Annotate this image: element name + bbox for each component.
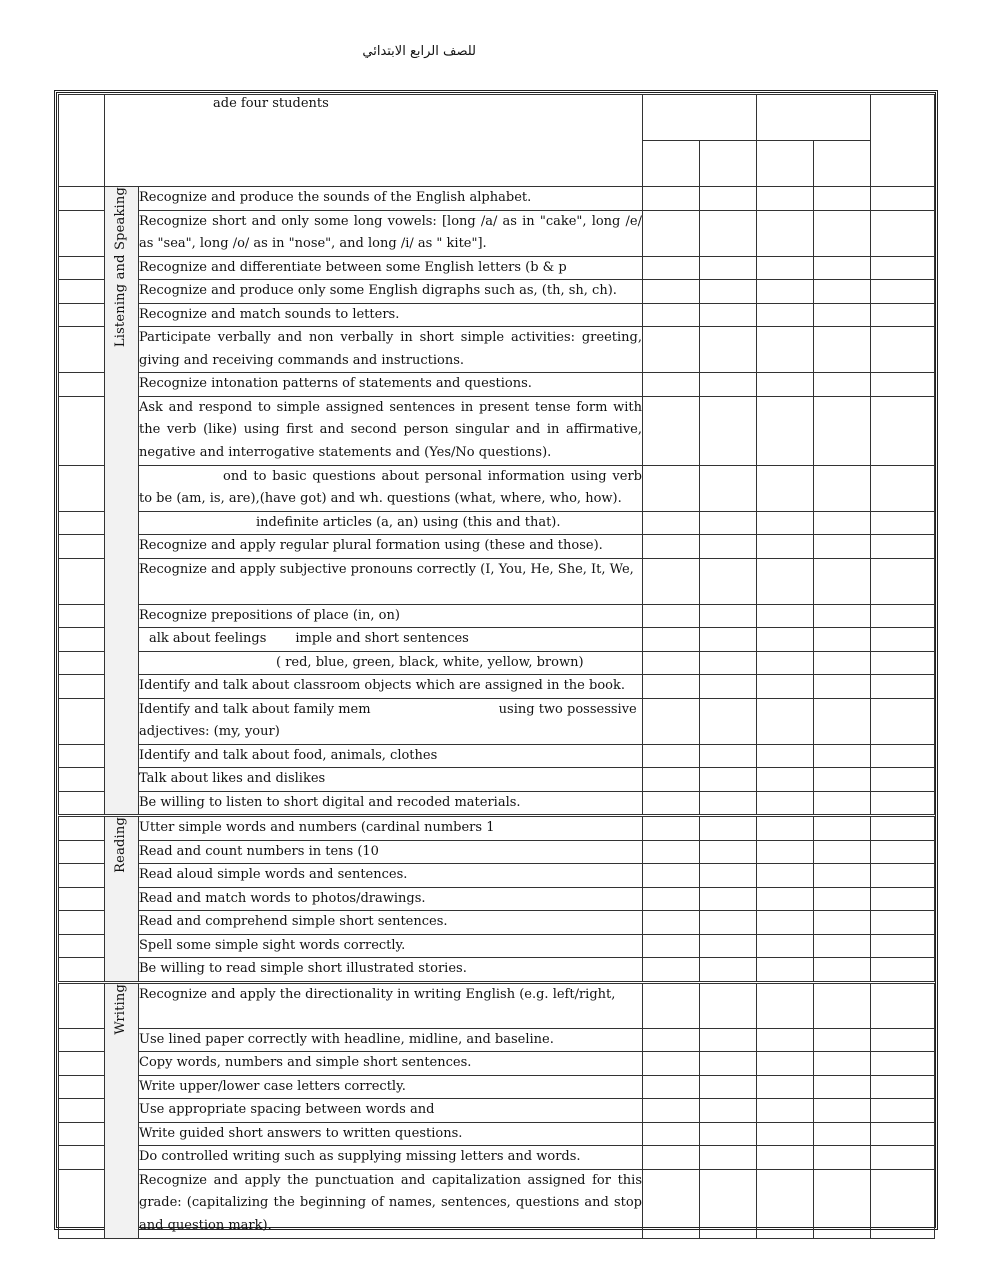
- skill-text: Use lined paper correctly with headline, midline, and baseline.: [139, 1031, 554, 1047]
- skill-text: Recognize intonation patterns of statements and questions.: [139, 376, 532, 391]
- skill-text: Write guided short answers to written questions.: [139, 1125, 463, 1141]
- table-row: [59, 675, 935, 699]
- table-row: [59, 1028, 935, 1052]
- header-group-2: [757, 95, 871, 141]
- skill-text: Identify and talk about food, animals, clothes: [139, 747, 438, 763]
- skill-text: Be willing to listen to short digital and recoded materials.: [139, 794, 521, 810]
- table-row: [59, 604, 935, 628]
- header-sub-3: [757, 141, 814, 187]
- table-row: [59, 911, 935, 935]
- skill-text: Do controlled writing such as supplying missing letters and words.: [139, 1149, 581, 1164]
- table-row: [59, 1052, 935, 1076]
- table-row: [59, 280, 935, 304]
- table-row: [59, 373, 935, 397]
- skill-text: Spell some simple sight words correctly.: [139, 937, 406, 953]
- table-row: [59, 465, 935, 511]
- table-row: [59, 934, 935, 958]
- table-row: [59, 303, 935, 327]
- table-row: [59, 744, 935, 768]
- table-row: [59, 982, 935, 1028]
- header-right-cell: [871, 95, 935, 187]
- section-label-listening: Listening and Speaking: [105, 187, 139, 816]
- skill-text: Identify and talk about family mem using two possessive adjectives: (my, your): [139, 701, 641, 739]
- table-row: [59, 396, 935, 465]
- table-row: [59, 768, 935, 792]
- section-label-reading: Reading: [105, 816, 139, 983]
- table-row: [59, 958, 935, 983]
- table-row: [59, 187, 935, 211]
- table-row: [59, 327, 935, 373]
- skill-text: Recognize prepositions of place (in, on): [139, 607, 400, 623]
- table-row: [59, 256, 935, 280]
- skill-text: Recognize and apply the directionality in writing English (e.g. left/right,: [139, 986, 616, 1002]
- skill-text: Participate verbally and non verbally in short simple activities: greeting, giving and receiving commands and instructions.: [139, 330, 642, 368]
- skill-text: Read aloud simple words and sentences.: [139, 867, 408, 882]
- skill-text: Recognize and apply subjective pronouns correctly (I, You, He, She, It, We,: [139, 561, 634, 577]
- table-row: [59, 887, 935, 911]
- page-title-arabic: للصف الرابع الابتدائي: [362, 44, 476, 59]
- table-row: [59, 651, 935, 675]
- table-row: [59, 535, 935, 559]
- skill-text: indefinite articles (a, an) using (this and that).: [256, 514, 561, 530]
- table-row: [59, 1169, 935, 1238]
- skill-text: Recognize and produce the sounds of the English alphabet.: [139, 190, 532, 205]
- table-row: [59, 558, 935, 604]
- skill-text: Ask and respond to simple assigned sentences in present tense form with the verb (like) using first and second person singular and in affirmative, negative and interrogative statements and (Yes/No questions).: [139, 399, 642, 460]
- skill-text: Read and comprehend simple short sentences.: [139, 914, 448, 929]
- skill-text: Utter simple words and numbers (cardinal numbers 1: [139, 820, 495, 835]
- table-row: [59, 816, 935, 841]
- header-sub-4: [814, 141, 871, 187]
- skill-text: Talk about likes and dislikes: [139, 771, 326, 786]
- header-sub-1: [643, 141, 700, 187]
- table-row: [59, 840, 935, 864]
- skill-text: Recognize short and only some long vowels: [long /a/ as in "cake", long /e/ as "sea", long /o/ as in "nose", and long /i/ as " kite"].: [139, 213, 642, 251]
- table-row: [59, 1122, 935, 1146]
- skill-text: ( red, blue, green, black, white, yellow, brown): [276, 654, 584, 670]
- skill-text: Recognize and apply regular plural formation using (these and those).: [139, 538, 603, 553]
- skill-text: Be willing to read simple short illustrated stories.: [139, 961, 467, 976]
- table-row: [59, 1075, 935, 1099]
- skill-text: Read and count numbers in tens (10: [139, 843, 379, 859]
- skill-text: Recognize and produce only some English digraphs such as, (th, sh, ch).: [139, 283, 617, 298]
- header-group-1: [643, 95, 757, 141]
- table-row: [59, 511, 935, 535]
- header-title: ade four students: [213, 96, 329, 111]
- skill-text: Use appropriate spacing between words and: [139, 1102, 435, 1117]
- table-row: [59, 210, 935, 256]
- assessment-table: [58, 94, 935, 1239]
- skill-text: Copy words, numbers and simple short sentences.: [139, 1055, 472, 1070]
- table-row: [59, 791, 935, 816]
- skill-text: Recognize and match sounds to letters.: [139, 306, 400, 322]
- section-label-writing: Writing: [105, 982, 139, 1238]
- table-row: [59, 698, 935, 744]
- skill-text: Recognize and apply the punctuation and capitalization assigned for this grade: (capitalizing the beginning of names, sentences, questions and stop and question mark).: [139, 1172, 642, 1233]
- skill-text: Recognize and differentiate between some English letters (b & p: [139, 259, 567, 275]
- skill-text: ond to basic questions about personal information using verb to be (am, is, are),(have got) and wh. questions (what, where, who, how).: [139, 468, 642, 506]
- table-row: [59, 1146, 935, 1170]
- skill-text: Write upper/lower case letters correctly.: [139, 1078, 406, 1094]
- skill-text: alk about feelings imple and short sentences: [149, 631, 469, 646]
- header-left-cell: [59, 95, 105, 187]
- table-row: [59, 1099, 935, 1123]
- header-sub-2: [700, 141, 757, 187]
- header-title-cell: [105, 95, 643, 187]
- table-row: [59, 628, 935, 652]
- skill-text: Read and match words to photos/drawings.: [139, 890, 426, 906]
- table-row: [59, 864, 935, 888]
- skill-text: Identify and talk about classroom objects which are assigned in the book.: [139, 678, 625, 693]
